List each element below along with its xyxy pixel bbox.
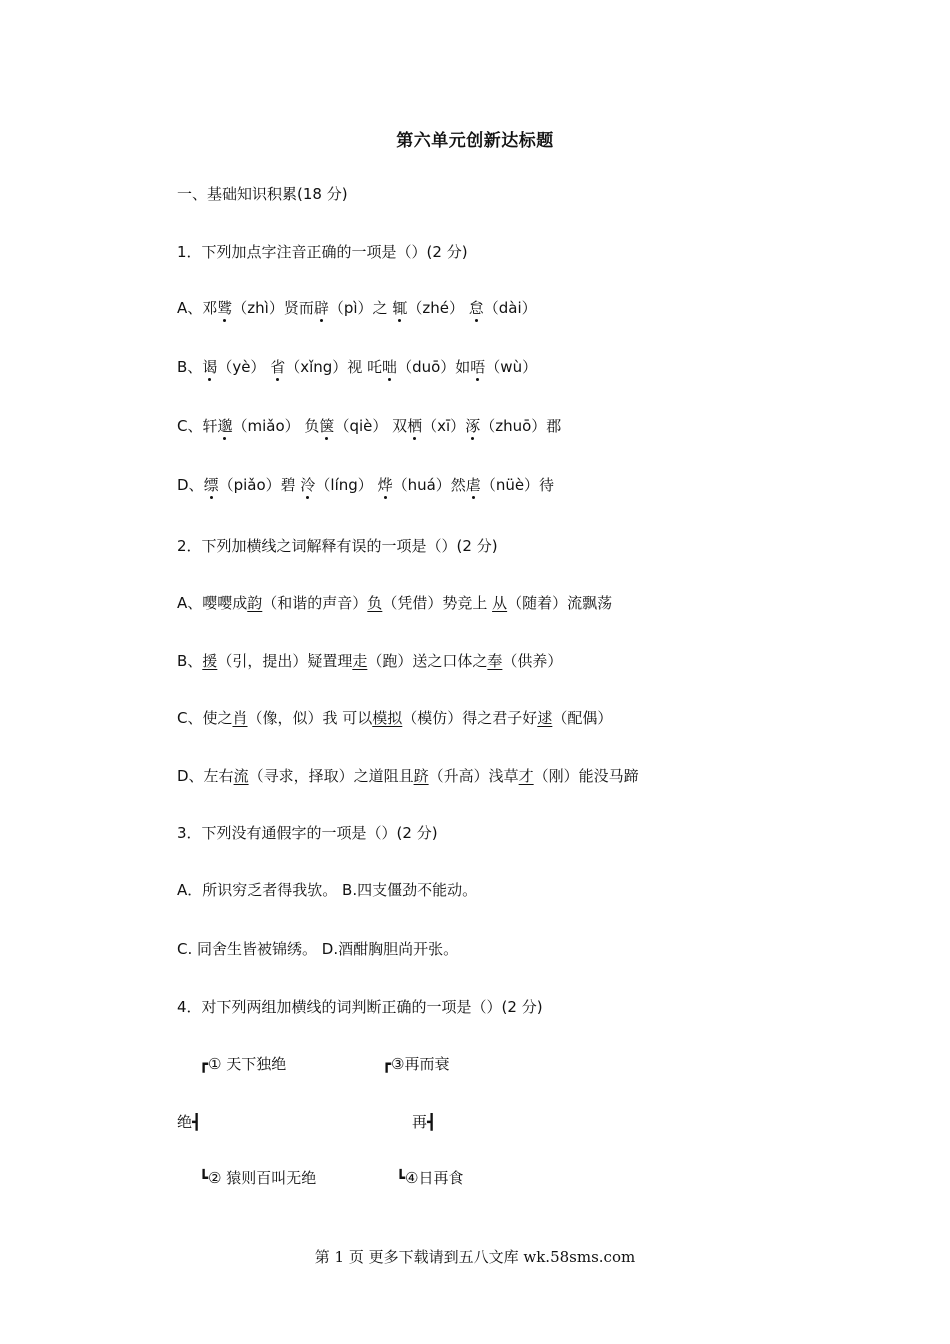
q3-stem: 3．下列没有通假字的一项是（）(2 分) <box>177 824 438 842</box>
section-heading: 一、基础知识积累(18 分) <box>177 185 348 203</box>
text: A、嘤嘤成 <box>177 594 248 612</box>
q2-option-c <box>177 708 612 728</box>
page-title: 第六单元创新达标题 <box>396 131 554 151</box>
q2-option-a <box>177 593 612 613</box>
dotted-char: 邈 <box>217 417 233 435</box>
text: （像，似）我 可以 <box>247 709 373 727</box>
underlined-word: 奉 <box>487 652 503 670</box>
text: （zhé） <box>407 299 469 317</box>
text: （xī） <box>422 417 466 435</box>
text: （和谐的声音） <box>262 594 368 612</box>
underlined-word: 模拟 <box>372 709 403 727</box>
underlined-word: 走 <box>352 652 368 670</box>
dotted-char: 烨 <box>377 476 393 494</box>
text: （模仿）得之君子好 <box>402 709 538 727</box>
q4-group-zai: 再┫ <box>412 1113 437 1131</box>
text: （wù） <box>485 358 538 376</box>
text: （dài） <box>483 299 537 317</box>
text: D、 <box>177 476 204 494</box>
text: （配偶） <box>552 709 613 727</box>
text: （miǎo） 负 <box>232 417 320 435</box>
page-footer: 第 1 页 更多下载请到五八文库 wk.58sms.com <box>314 1248 636 1266</box>
dotted-char: 栖 <box>407 417 423 435</box>
text: （xǐng）视 吒 <box>285 358 383 376</box>
q4-item-1: ┏① 天下独绝 <box>199 1055 287 1073</box>
q4-item-2: ┗② 猿则百叫无绝 <box>199 1169 317 1187</box>
dotted-char: 缥 <box>203 476 219 494</box>
dotted-char: 泠 <box>300 476 316 494</box>
q1-option-c <box>177 416 561 436</box>
text: B、 <box>177 358 203 376</box>
text: （nüè）待 <box>480 476 555 494</box>
q3-options-cd: C. 同舍生皆被锦绣。 D.酒酣胸胆尚开张。 <box>177 940 459 958</box>
text: （piǎo）碧 <box>218 476 301 494</box>
q3-options-ab: A．所识穷乏者得我欤。 B.四支僵劲不能动。 <box>177 881 478 899</box>
underlined-word: 援 <box>202 652 218 670</box>
text: B、 <box>177 652 203 670</box>
underlined-word: 流 <box>233 767 249 785</box>
text: （pì）之 <box>328 299 393 317</box>
text: （yè） <box>217 358 271 376</box>
text: （寻求，择取）之道阻且 <box>248 767 414 785</box>
underlined-word: 肖 <box>232 709 248 727</box>
text: （huá）然 <box>392 476 466 494</box>
q4-item-4: ┗④日再食 <box>396 1169 464 1187</box>
q1-option-b <box>177 357 537 377</box>
underlined-word: 韵 <box>247 594 263 612</box>
text: （凭借）势竞上 <box>382 594 493 612</box>
q2-option-d <box>177 766 639 786</box>
text: （刚）能没马蹄 <box>533 767 639 785</box>
text: A、邓 <box>177 299 218 317</box>
text: （duō）如 <box>397 358 471 376</box>
text: C、使之 <box>177 709 233 727</box>
text: （qiè） 双 <box>334 417 408 435</box>
dotted-char: 唔 <box>470 358 486 376</box>
underlined-word: 才 <box>518 767 534 785</box>
q1-option-a <box>177 298 537 318</box>
text: （随着）流飘荡 <box>507 594 613 612</box>
dotted-char: 谒 <box>202 358 218 376</box>
q2-stem: 2．下列加横线之词解释有误的一项是（）(2 分) <box>177 537 498 555</box>
text: （跑）送之口体之 <box>367 652 488 670</box>
text: （zhì）贤而 <box>232 299 314 317</box>
text: （供养） <box>502 652 563 670</box>
text: （zhuō）郡 <box>480 417 562 435</box>
q1-option-d <box>177 475 554 495</box>
dotted-char: 涿 <box>465 417 481 435</box>
text: （引，提出）疑置理 <box>217 652 353 670</box>
text: （líng） <box>315 476 378 494</box>
dotted-char: 箧 <box>319 417 335 435</box>
q2-option-b <box>177 651 562 671</box>
q4-stem: 4．对下列两组加横线的词判断正确的一项是（）(2 分) <box>177 998 543 1016</box>
dotted-char: 辄 <box>392 299 408 317</box>
text: C、轩 <box>177 417 218 435</box>
dotted-char: 辟 <box>313 299 329 317</box>
underlined-word: 负 <box>367 594 383 612</box>
dotted-char: 虐 <box>465 476 481 494</box>
dotted-char: 怠 <box>468 299 484 317</box>
underlined-word: 跻 <box>413 767 429 785</box>
text: （升高）浅草 <box>428 767 519 785</box>
dotted-char: 省 <box>270 358 286 376</box>
dotted-char: 骘 <box>217 299 233 317</box>
q1-stem: 1．下列加点字注音正确的一项是（）(2 分) <box>177 243 468 261</box>
underlined-word: 逑 <box>537 709 553 727</box>
q4-item-3: ┏③再而衰 <box>382 1055 450 1073</box>
dotted-char: 咄 <box>382 358 398 376</box>
underlined-word: 从 <box>492 594 508 612</box>
q4-group-jue: 绝┫ <box>177 1113 202 1131</box>
text: D、左右 <box>177 767 234 785</box>
